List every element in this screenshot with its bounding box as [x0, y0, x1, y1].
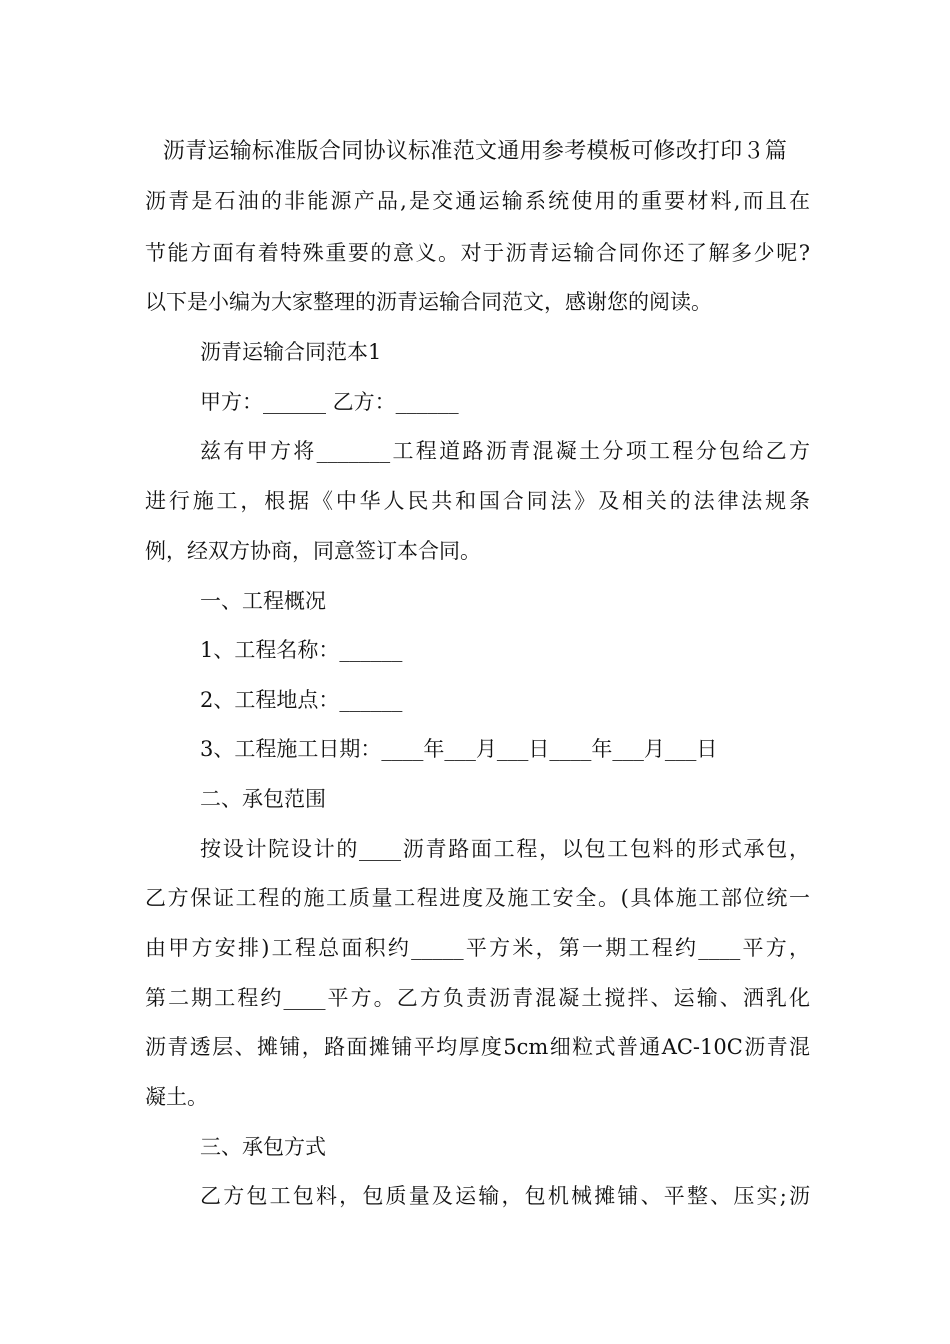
section-heading: 二、承包范围	[200, 787, 326, 811]
document-title: 沥青运输标准版合同协议标准范文通用参考模板可修改打印３篇	[162, 139, 788, 164]
intro-line-2: 节能方面有着特殊重要的意义。对于沥青运输合同你还了解多少呢?	[145, 241, 810, 265]
paragraph-line: 例，经双方协商，同意签订本合同。	[145, 539, 481, 563]
list-item: 2、工程地点：______	[200, 688, 403, 712]
section-heading: 三、承包方式	[200, 1135, 326, 1159]
paragraph-line: 第二期工程约____平方。乙方负责沥青混凝土搅拌、运输、洒乳化	[145, 986, 810, 1010]
parties-line: 甲方：______ 乙方：______	[200, 390, 459, 414]
contract-heading: 沥青运输合同范本1	[200, 340, 382, 364]
paragraph-line: 凝土。	[145, 1085, 208, 1109]
paragraph-line: 按设计院设计的____沥青路面工程，以包工包料的形式承包，	[200, 837, 810, 861]
intro-line-3: 以下是小编为大家整理的沥青运输合同范文，感谢您的阅读。	[145, 290, 712, 314]
intro-line-1: 沥青是石油的非能源产品,是交通运输系统使用的重要材料,而且在	[145, 189, 810, 213]
list-item: 1、工程名称：______	[200, 638, 403, 662]
list-item: 3、工程施工日期：____年___月___日____年___月___日	[200, 737, 718, 761]
paragraph-line: 兹有甲方将_______工程道路沥青混凝土分项工程分包给乙方	[200, 439, 810, 463]
paragraph-line: 由甲方安排)工程总面积约_____平方米，第一期工程约____平方，	[145, 936, 810, 960]
paragraph-line: 沥青透层、摊铺，路面摊铺平均厚度5cm细粒式普通AC-10C沥青混	[145, 1035, 810, 1059]
section-heading: 一、工程概况	[200, 589, 326, 613]
paragraph-line: 乙方保证工程的施工质量工程进度及施工安全。(具体施工部位统一	[145, 886, 810, 910]
paragraph-line: 进行施工，根据《中华人民共和国合同法》及相关的法律法规条	[145, 489, 810, 513]
paragraph-line: 乙方包工包料，包质量及运输，包机械摊铺、平整、压实;沥	[200, 1184, 810, 1208]
